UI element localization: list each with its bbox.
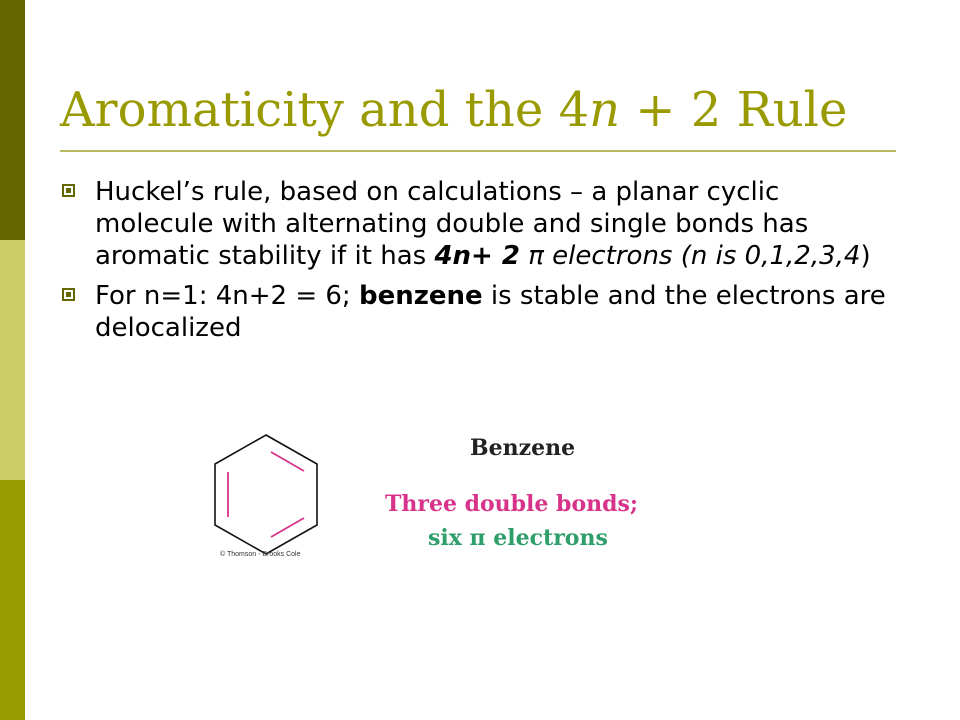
bullet-italic-text: electrons (n is 0,1,2,3,4 (552, 241, 861, 271)
bullet-text: For n=1: 4n+2 = 6; (95, 281, 359, 311)
benzene-ring-diagram (200, 430, 330, 565)
sidebar-segment-light (0, 240, 25, 480)
title-divider (60, 150, 896, 152)
double-bond-lower-right (271, 518, 304, 537)
sidebar-segment-olive (0, 480, 25, 720)
title-post: + 2 Rule (620, 82, 848, 138)
bullet-item-benzene (62, 280, 892, 344)
figure-caption-double-bonds: Three double bonds; (385, 491, 638, 517)
square-bullet-icon (62, 184, 75, 197)
title-n: n (589, 82, 621, 138)
sidebar-stripe (0, 0, 25, 720)
bullet-list (62, 176, 892, 352)
title-pre: Aromaticity and the 4 (60, 82, 590, 138)
bullet-text: Huckel’s rule, based on calculations – a planar cyclic molecule with alternating double and single bonds has aromatic stability if it has (95, 177, 809, 271)
sidebar-segment-dark (0, 0, 25, 240)
bullet-emphasis: 4n+ 2 (434, 241, 520, 271)
slide-title (60, 80, 847, 140)
bullet-bold: benzene (358, 281, 483, 311)
figure-copyright: © Thomson - Brooks Cole (220, 551, 301, 558)
square-bullet-icon (62, 288, 75, 301)
bullet-text-end: ) (860, 241, 871, 271)
figure-caption-electrons: six π electrons (428, 525, 608, 551)
bullet-text-end: is stable and the electrons are delocalized (95, 281, 886, 343)
bullet-item-huckel-rule (62, 176, 892, 272)
figure-label-benzene: Benzene (470, 435, 576, 461)
hexagon-ring (215, 435, 317, 554)
pi-symbol: π (519, 241, 553, 271)
double-bond-upper-right (271, 452, 304, 471)
